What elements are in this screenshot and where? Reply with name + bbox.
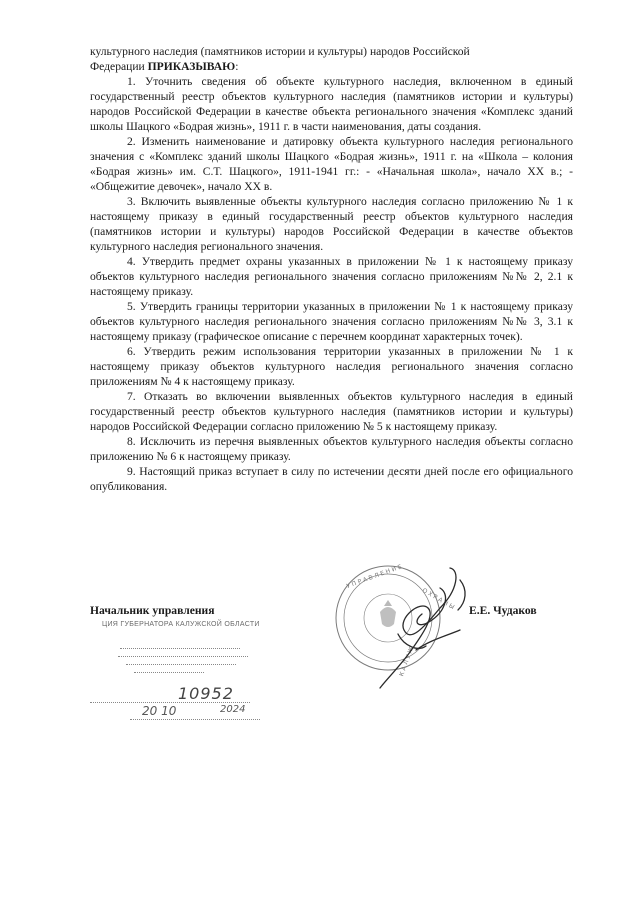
stamp-rule <box>134 672 204 673</box>
registration-date: 20 10 <box>142 704 177 718</box>
order-item-9: 9. Настоящий приказ вступает в силу по истечении десяти дней после его официального опубликования. <box>90 465 573 493</box>
official-seal-icon <box>300 560 475 690</box>
registration-stamp-header: ЦИЯ ГУБЕРНАТОРА КАЛУЖСКОЙ ОБЛАСТИ <box>102 621 260 628</box>
stamp-rule <box>90 702 250 703</box>
registration-stamp <box>90 616 285 716</box>
stamp-rule <box>126 664 236 665</box>
registration-number: 10952 <box>178 684 234 703</box>
order-keyword: ПРИКАЗЫВАЮ <box>147 60 236 73</box>
order-item-2: 2. Изменить наименование и датировку объекта культурного наследия регионального значения с «Комплекс зданий школы Шацкого «Бодрая жизнь», 1911 г. на «Школа – колония «Бодрая жизнь» им. С.Т. Шацкого», 1911-1941 гг.: - «Начальная школа», начало XX в.; - «Общежитие девочек», начало XX в. <box>90 135 573 193</box>
order-body <box>90 44 573 494</box>
stamp-rule <box>118 656 248 657</box>
order-item-6: 6. Утвердить режим использования территории указанных в приложении № 1 к настоящему приказу объектов культурного наследия регионального значения согласно приложениям № 4 к настоящему приказу. <box>90 345 573 388</box>
svg-text:У П Р А В Л Е Н И Е: У П Р А В Л Е Н И Е <box>345 563 403 590</box>
order-item-4: 4. Утвердить предмет охраны указанных в приложении № 1 к настоящему приказу объектов культурного наследия регионального значения согласно приложениям №№ 2, 2.1 к настоящему приказу. <box>90 255 573 298</box>
order-colon: : <box>235 60 239 73</box>
order-item-7: 7. Отказать во включении выявленных объектов культурного наследия в единый государственный реестр объектов культурного наследия (памятников истории и культуры) народов Российской Федерации согласно приложению № 5 к настоящему приказу. <box>90 390 573 433</box>
order-item-1: 1. Уточнить сведения об объекте культурного наследия, включенном в единый государственный реестр объектов культурного наследия (памятников истории и культуры) народов Российской Федерации в качестве объекта регионального значения «Комплекс зданий школы Шацкого «Бодрая жизнь», 1911 г. в части наименования, даты создания. <box>90 75 573 133</box>
svg-text:О Х Р А Н Ы: О Х Р А Н Ы <box>420 587 456 612</box>
preamble-line-1: культурного наследия (памятников истории и культуры) народов Российской <box>90 45 470 58</box>
order-item-8: 8. Исключить из перечня выявленных объектов культурного наследия объекты согласно приложению № 6 к настоящему приказу. <box>90 435 573 463</box>
stamp-rule <box>130 719 260 720</box>
order-item-3: 3. Включить выявленные объекты культурного наследия согласно приложению № 1 к настоящему приказу в единый государственный реестр объектов культурного наследия (памятников истории и культуры) народов Российской Федерации в качестве объектов культурного наследия регионального значения. <box>90 195 573 253</box>
preamble-line-2: Федерации <box>90 60 148 73</box>
position-title: Начальник управления <box>90 604 215 617</box>
preamble <box>90 44 573 74</box>
signer-name: Е.Е. Чудаков <box>469 604 537 617</box>
svg-text:К А Л У Ж: К А Л У Ж <box>398 646 416 678</box>
signature-block <box>0 560 639 760</box>
stamp-rule <box>120 648 240 649</box>
registration-year: 2024 <box>220 704 246 715</box>
order-item-5: 5. Утвердить границы территории указанных в приложении № 1 к настоящему приказу объектов культурного наследия регионального значения согласно приложениям №№ 3, 3.1 к настоящему приказу (графическое описание с перечнем координат характерных точек). <box>90 300 573 343</box>
